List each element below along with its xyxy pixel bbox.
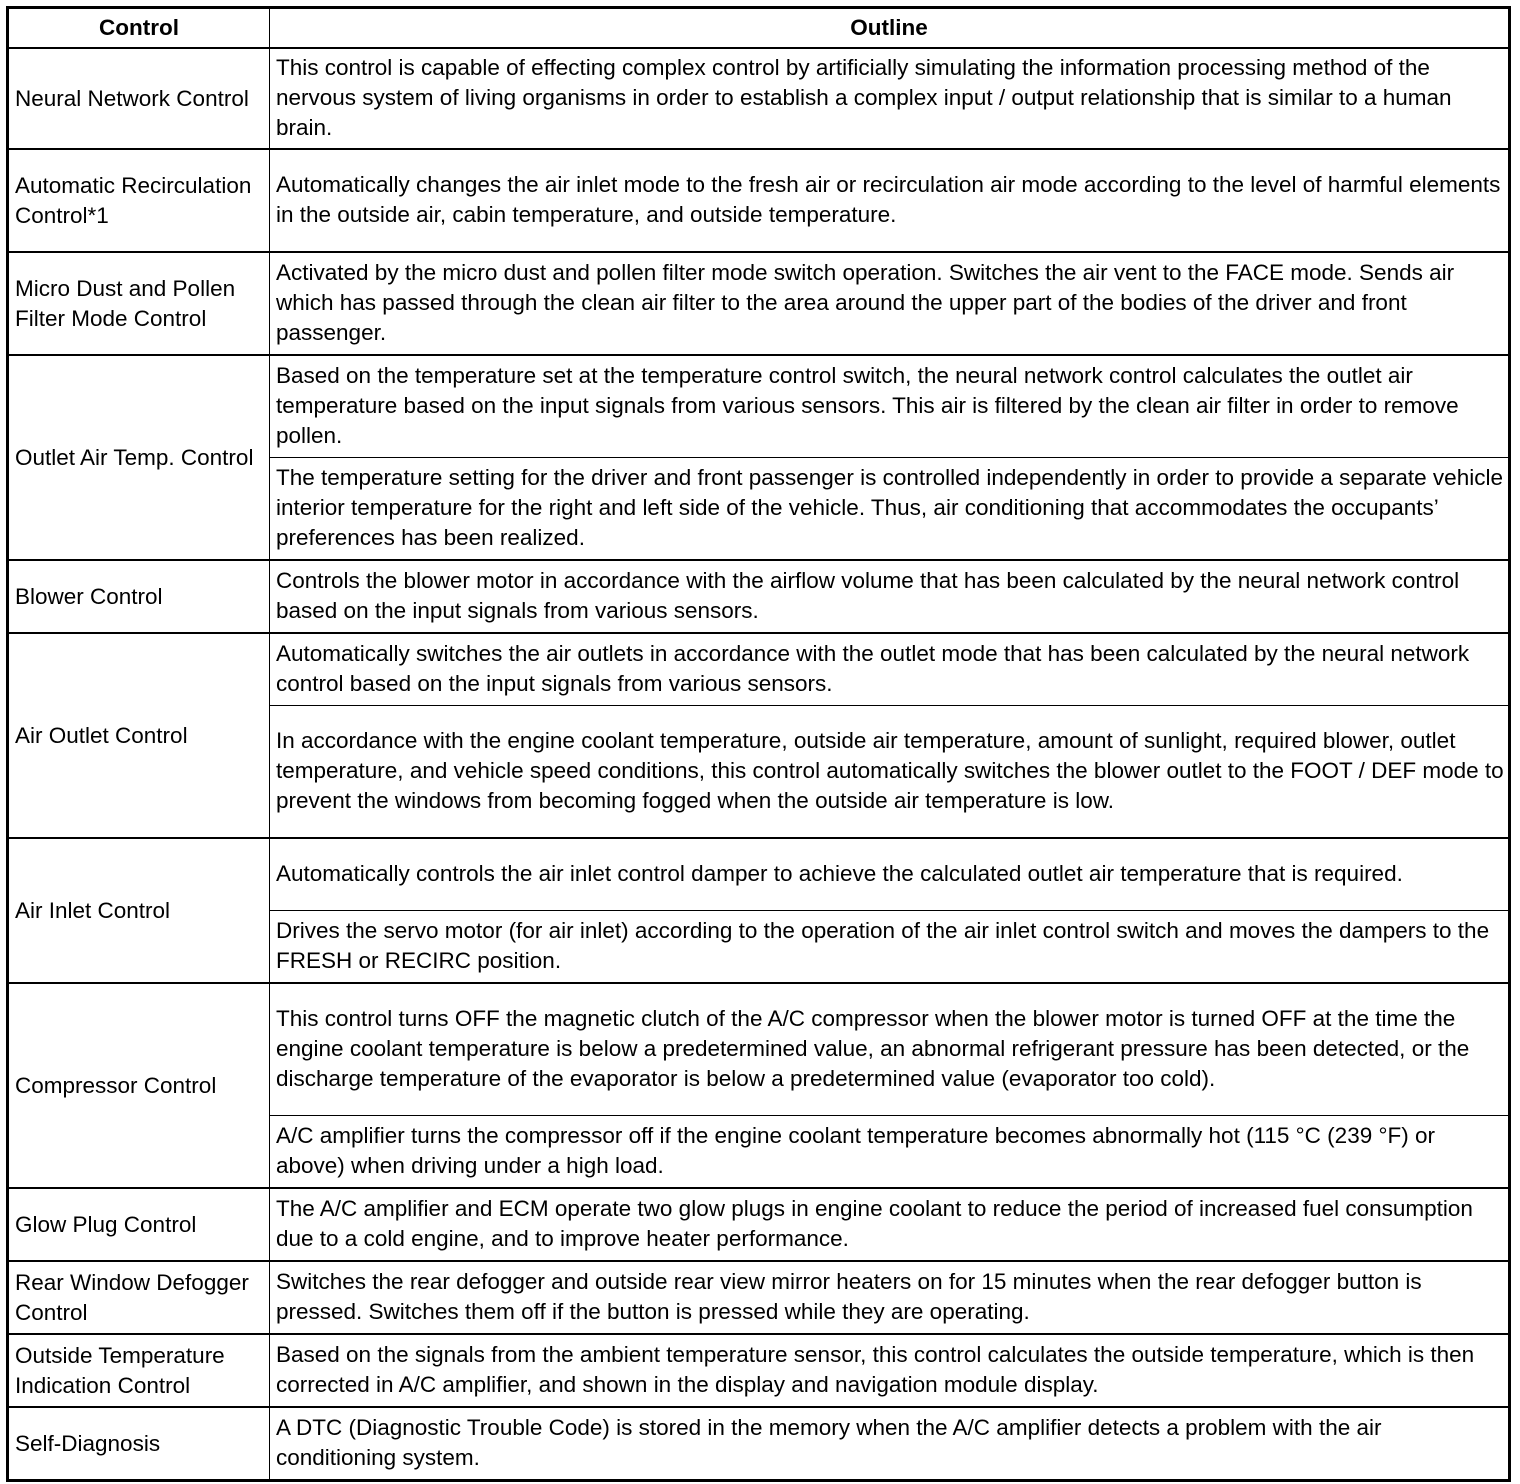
- outline-text: The A/C amplifier and ECM operate two glow plugs in engine coolant to reduce the period of increased fuel consumption due to a cold engine, and to improve heater performance.: [270, 1188, 1510, 1261]
- control-name: Outlet Air Temp. Control: [8, 355, 270, 560]
- outline-text: In accordance with the engine coolant temperature, outside air temperature, amount of sunlight, required blower, outlet temperature, and vehicle speed conditions, this control automatically switches the blower outlet to the FOOT / DEF mode to prevent the windows from becoming fogged when the outside air temperature is low.: [270, 706, 1510, 839]
- header-outline: Outline: [270, 8, 1510, 49]
- table-row: [8, 1407, 1510, 1481]
- table-row: [8, 1188, 1510, 1261]
- control-name: Neural Network Control: [8, 48, 270, 149]
- table-row: [8, 1261, 1510, 1334]
- outline-text: Controls the blower motor in accordance with the airflow volume that has been calculated by the neural network control based on the input signals from various sensors.: [270, 560, 1510, 633]
- control-name: Self-Diagnosis: [8, 1407, 270, 1481]
- table-row: [8, 48, 1510, 149]
- table-row: [8, 149, 1510, 252]
- outline-text: Automatically controls the air inlet control damper to achieve the calculated outlet air temperature that is required.: [270, 838, 1510, 911]
- control-name: Compressor Control: [8, 983, 270, 1188]
- outline-text: A DTC (Diagnostic Trouble Code) is stored in the memory when the A/C amplifier detects a problem with the air conditioning system.: [270, 1407, 1510, 1481]
- header-control: Control: [8, 8, 270, 49]
- table-row: [8, 560, 1510, 633]
- table-row: [8, 633, 1510, 706]
- header-row: [8, 8, 1510, 49]
- table-row: [8, 838, 1510, 911]
- outline-text: Switches the rear defogger and outside rear view mirror heaters on for 15 minutes when the rear defogger button is pressed. Switches them off if the button is pressed while they are operating.: [270, 1261, 1510, 1334]
- outline-text: Based on the signals from the ambient temperature sensor, this control calculates the outside temperature, which is then corrected in A/C amplifier, and shown in the display and navigation module display.: [270, 1334, 1510, 1407]
- outline-text: Activated by the micro dust and pollen filter mode switch operation. Switches the air vent to the FACE mode. Sends air which has passed through the clean air filter to the area around the upper part of the bodies of the driver and front passenger.: [270, 252, 1510, 355]
- control-name: Glow Plug Control: [8, 1188, 270, 1261]
- outline-text: The temperature setting for the driver and front passenger is controlled independently in order to provide a separate vehicle interior temperature for the right and left side of the vehicle. Thus, air conditioning that accommodates the occupants’ preferences has been realized.: [270, 458, 1510, 561]
- table-row: [8, 252, 1510, 355]
- control-name: Outside Temperature Indication Control: [8, 1334, 270, 1407]
- outline-text: Drives the servo motor (for air inlet) according to the operation of the air inlet control switch and moves the dampers to the FRESH or RECIRC position.: [270, 911, 1510, 984]
- outline-text: This control is capable of effecting complex control by artificially simulating the information processing method of the nervous system of living organisms in order to establish a complex input / output relationship that is similar to a human brain.: [270, 48, 1510, 149]
- table-row: [8, 1334, 1510, 1407]
- outline-text: Automatically changes the air inlet mode to the fresh air or recirculation air mode according to the level of harmful elements in the outside air, cabin temperature, and outside temperature.: [270, 149, 1510, 252]
- control-outline-table: [6, 6, 1511, 1482]
- control-name: Micro Dust and Pollen Filter Mode Control: [8, 252, 270, 355]
- control-name: Rear Window Defogger Control: [8, 1261, 270, 1334]
- outline-text: Based on the temperature set at the temperature control switch, the neural network control calculates the outlet air temperature based on the input signals from various sensors. This air is filtered by the clean air filter in order to remove pollen.: [270, 355, 1510, 458]
- control-name: Air Outlet Control: [8, 633, 270, 838]
- table-body: [8, 48, 1510, 1481]
- control-name: Automatic Recirculation Control*1: [8, 149, 270, 252]
- control-name: Air Inlet Control: [8, 838, 270, 983]
- table-row: [8, 355, 1510, 458]
- outline-text: Automatically switches the air outlets in accordance with the outlet mode that has been calculated by the neural network control based on the input signals from various sensors.: [270, 633, 1510, 706]
- outline-text: A/C amplifier turns the compressor off if the engine coolant temperature becomes abnormally hot (115 °C (239 °F) or above) when driving under a high load.: [270, 1116, 1510, 1189]
- outline-text: This control turns OFF the magnetic clutch of the A/C compressor when the blower motor is turned OFF at the time the engine coolant temperature is below a predetermined value, an abnormal refrigerant pressure has been detected, or the discharge temperature of the evaporator is below a predetermined value (evaporator too cold).: [270, 983, 1510, 1116]
- table-row: [8, 983, 1510, 1116]
- control-name: Blower Control: [8, 560, 270, 633]
